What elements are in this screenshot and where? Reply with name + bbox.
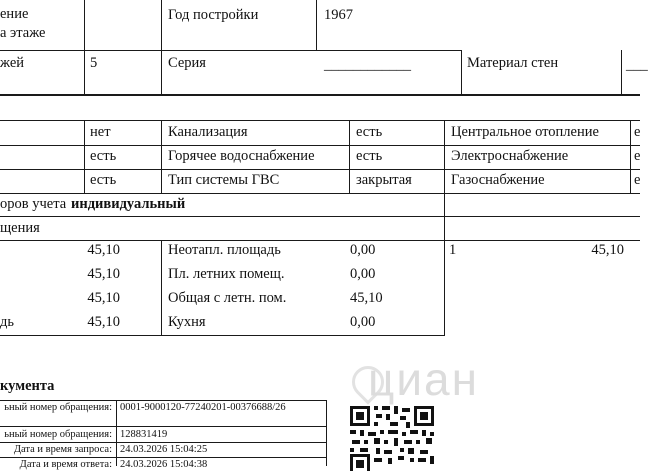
cut-label-line1: ение <box>0 6 29 22</box>
doc-info-label: ьный номер обращения: <box>4 402 112 413</box>
area-value: 0,00 <box>350 242 376 258</box>
utility-label: Канализация <box>168 124 248 140</box>
area-value: 0,00 <box>350 266 376 282</box>
utility-label: Горячее водоснабжение <box>168 148 315 164</box>
utility-label: Тип системы ГВС <box>168 172 280 188</box>
walls-label: Материал стен <box>467 55 559 71</box>
meters-value: индивидуальный <box>71 196 186 212</box>
utility-label: Центральное отопление <box>451 124 599 140</box>
area-label-cut: дь <box>0 314 14 330</box>
qr-code-icon <box>348 404 436 466</box>
utility-value: закрытая <box>356 172 412 188</box>
utility-value: есть <box>356 124 383 140</box>
area-value: 45,10 <box>87 290 120 306</box>
doc-info-value: 24.03.2026 15:04:38 <box>120 459 208 470</box>
cut-label-line2: а этаже <box>0 25 46 41</box>
series-label: Серия <box>168 55 206 71</box>
meters-prefix: оров учета <box>0 196 67 212</box>
doc-info-value: 0001-9000120-77240201-00376688/26 <box>120 402 286 413</box>
year-label: Год постройки <box>168 7 259 23</box>
doc-info-label: ьный номер обращения: <box>4 429 112 440</box>
area-label: Пл. летних помещ. <box>168 266 285 282</box>
area-value: 45,10 <box>350 290 383 306</box>
doc-info-label: Дата и время ответа: <box>19 459 112 470</box>
doc-info-label: Дата и время запроса: <box>13 444 112 455</box>
utility-value: е <box>634 172 641 188</box>
area-label: Кухня <box>168 314 206 330</box>
utility-value: есть <box>90 148 117 164</box>
utility-value: есть <box>90 172 117 188</box>
watermark-text: циан <box>368 353 480 405</box>
year-value: 1967 <box>324 7 353 23</box>
area-value: 45,10 <box>87 266 120 282</box>
series-value: ____________ <box>324 57 411 73</box>
walls-value: ___ <box>626 57 648 73</box>
floors-label: жей <box>0 55 25 71</box>
utility-label: Электроснабжение <box>451 148 569 164</box>
utility-value: есть <box>356 148 383 164</box>
area-label: Неотапл. площадь <box>168 242 281 258</box>
area-value: 0,00 <box>350 314 376 330</box>
area-value: 45,10 <box>87 314 120 330</box>
area-value: 45,10 <box>87 242 120 258</box>
utility-value: нет <box>90 124 111 140</box>
doc-info-value: 128831419 <box>120 429 168 440</box>
area-count: 1 <box>449 242 457 258</box>
utility-label: Газоснабжение <box>451 172 545 188</box>
area-header: щения <box>0 220 40 236</box>
floors-value: 5 <box>90 55 98 71</box>
utility-value: е <box>634 148 641 164</box>
area-label: Общая с летн. пом. <box>168 290 287 306</box>
utility-value: е <box>634 124 641 140</box>
doc-info-title: кумента <box>0 378 55 394</box>
area-value: 45,10 <box>591 242 624 258</box>
doc-info-value: 24.03.2026 15:04:25 <box>120 444 208 455</box>
